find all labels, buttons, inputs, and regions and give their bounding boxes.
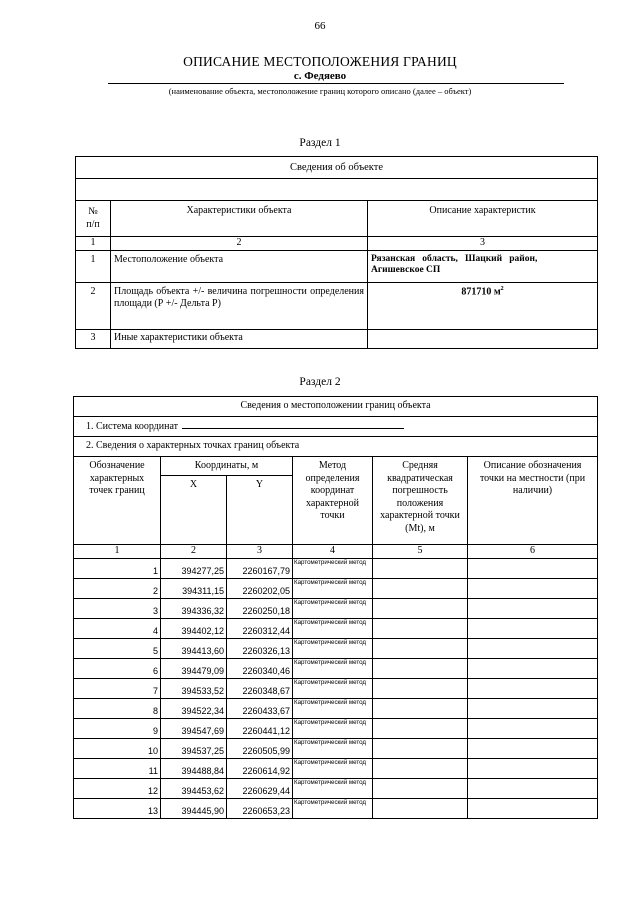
page-number: 66 (314, 20, 326, 32)
point-x: 394277,25 (161, 558, 227, 578)
point-error (373, 598, 468, 618)
point-number: 4 (74, 618, 161, 638)
point-number: 7 (74, 678, 161, 698)
table-row (74, 578, 598, 598)
point-description (468, 578, 598, 598)
header-coordinates: Координаты, м (161, 457, 293, 476)
point-error (373, 678, 468, 698)
point-y: 2260326,13 (227, 638, 293, 658)
header-y: Y (227, 476, 293, 545)
section1-title: Раздел 1 (299, 137, 341, 149)
col-header-number: № п/п (76, 201, 111, 237)
col-index: 1 (76, 237, 111, 251)
area-value (368, 282, 598, 329)
area-number: 871710 м (461, 285, 501, 297)
area-superscript: 2 (500, 285, 504, 292)
col-index: 2 (111, 237, 368, 251)
point-description (468, 718, 598, 738)
point-x: 394413,60 (161, 638, 227, 658)
point-method: Картометрический метод (293, 718, 373, 738)
table-row (74, 718, 598, 738)
point-number: 2 (74, 578, 161, 598)
point-x: 394488,84 (161, 758, 227, 778)
point-method: Картометрический метод (293, 618, 373, 638)
point-description (468, 738, 598, 758)
point-x: 394522,34 (161, 698, 227, 718)
points-table-body (74, 558, 598, 818)
point-x: 394402,12 (161, 618, 227, 638)
point-y: 2260433,67 (227, 698, 293, 718)
point-y: 2260167,79 (227, 558, 293, 578)
point-error (373, 718, 468, 738)
point-y: 2260348,67 (227, 678, 293, 698)
point-description (468, 598, 598, 618)
empty-row (76, 179, 598, 201)
point-method: Картометрический метод (293, 598, 373, 618)
point-description (468, 698, 598, 718)
table-row (74, 598, 598, 618)
coordinate-system-row (74, 417, 598, 437)
col-index: 5 (373, 545, 468, 559)
point-description (468, 758, 598, 778)
point-number: 5 (74, 638, 161, 658)
point-error (373, 558, 468, 578)
point-method: Картометрический метод (293, 578, 373, 598)
header-x: X (161, 476, 227, 545)
point-method: Картометрический метод (293, 638, 373, 658)
point-number: 3 (74, 598, 161, 618)
document-title: ОПИСАНИЕ МЕСТОПОЛОЖЕНИЯ ГРАНИЦ (183, 54, 457, 69)
point-description (468, 618, 598, 638)
col-header-description: Описание характеристик (368, 201, 598, 237)
col-index: 3 (227, 545, 293, 559)
table-row (74, 758, 598, 778)
characteristic-area: Площадь объекта +/- величина погрешности определения площади (Р +/- Дельта Р) (111, 282, 368, 329)
characteristic-location: Местоположение объекта (111, 250, 368, 282)
point-x: 394336,32 (161, 598, 227, 618)
point-number: 11 (74, 758, 161, 778)
point-error (373, 798, 468, 818)
point-y: 2260202,05 (227, 578, 293, 598)
point-method: Картометрический метод (293, 758, 373, 778)
table-row (74, 678, 598, 698)
point-description (468, 678, 598, 698)
point-number: 9 (74, 718, 161, 738)
header-method: Метод определения координат характерной точки (293, 457, 373, 545)
point-method: Картометрический метод (293, 658, 373, 678)
table-row (74, 738, 598, 758)
coordinate-system-label: 1. Система координат (86, 421, 179, 433)
header-error: Средняя квадратическая погрешность положения характерной точки (Mt), м (373, 457, 468, 545)
point-error (373, 758, 468, 778)
point-error (373, 578, 468, 598)
col-header-characteristics: Характеристики объекта (111, 201, 368, 237)
table-row (74, 778, 598, 798)
point-method: Картометрический метод (293, 778, 373, 798)
table-row (74, 618, 598, 638)
point-method: Картометрический метод (293, 558, 373, 578)
location-line2: Агишевское СП (371, 265, 441, 276)
object-info-table (75, 156, 598, 349)
point-x: 394537,25 (161, 738, 227, 758)
col-index: 3 (368, 237, 598, 251)
point-y: 2260250,18 (227, 598, 293, 618)
point-description (468, 638, 598, 658)
col-index: 1 (74, 545, 161, 559)
point-y: 2260653,23 (227, 798, 293, 818)
point-error (373, 778, 468, 798)
point-y: 2260505,99 (227, 738, 293, 758)
row-number: 1 (76, 250, 111, 282)
header-description: Описание обозначения точки на местности (при наличии) (468, 457, 598, 545)
point-x: 394547,69 (161, 718, 227, 738)
point-error (373, 658, 468, 678)
point-number: 13 (74, 798, 161, 818)
title-underline (108, 83, 564, 84)
point-x: 394453,62 (161, 778, 227, 798)
point-error (373, 698, 468, 718)
col-index: 4 (293, 545, 373, 559)
point-number: 10 (74, 738, 161, 758)
point-error (373, 738, 468, 758)
point-y: 2260629,44 (227, 778, 293, 798)
point-number: 6 (74, 658, 161, 678)
point-x: 394311,15 (161, 578, 227, 598)
characteristic-other: Иные характеристики объекта (111, 329, 368, 348)
point-y: 2260441,12 (227, 718, 293, 738)
point-error (373, 638, 468, 658)
boundary-table-title: Сведения о местоположении границ объекта (74, 397, 598, 417)
point-number: 12 (74, 778, 161, 798)
point-number: 8 (74, 698, 161, 718)
coordinate-system-blank (182, 419, 404, 429)
col-index: 6 (468, 545, 598, 559)
point-description (468, 658, 598, 678)
point-method: Картометрический метод (293, 678, 373, 698)
object-info-title: Сведения об объекте (76, 157, 598, 179)
point-number: 1 (74, 558, 161, 578)
point-x: 394533,52 (161, 678, 227, 698)
object-name: с. Федяево (293, 70, 347, 82)
point-x: 394479,09 (161, 658, 227, 678)
table-row (74, 698, 598, 718)
table-row (74, 558, 598, 578)
table-row (74, 798, 598, 818)
boundary-table (73, 396, 598, 819)
point-method: Картометрический метод (293, 738, 373, 758)
point-method: Картометрический метод (293, 698, 373, 718)
location-line1: Рязанская область, Шацкий район, (371, 253, 538, 264)
row-number: 3 (76, 329, 111, 348)
point-x: 394445,90 (161, 798, 227, 818)
point-y: 2260340,46 (227, 658, 293, 678)
other-value (368, 329, 598, 348)
col-index: 2 (161, 545, 227, 559)
row-number: 2 (76, 282, 111, 329)
point-description (468, 798, 598, 818)
header-designation: Обозначение характерных точек границ (74, 457, 161, 545)
point-y: 2260312,44 (227, 618, 293, 638)
point-error (373, 618, 468, 638)
point-y: 2260614,92 (227, 758, 293, 778)
object-caption: (наименование объекта, местоположение границ которого описано (далее – объект) (168, 86, 472, 96)
location-value (368, 250, 598, 282)
table-row (74, 638, 598, 658)
point-description (468, 558, 598, 578)
point-method: Картометрический метод (293, 798, 373, 818)
table-row (74, 658, 598, 678)
section2-title: Раздел 2 (299, 376, 341, 388)
points-label: 2. Сведения о характерных точках границ объекта (74, 437, 598, 457)
point-description (468, 778, 598, 798)
